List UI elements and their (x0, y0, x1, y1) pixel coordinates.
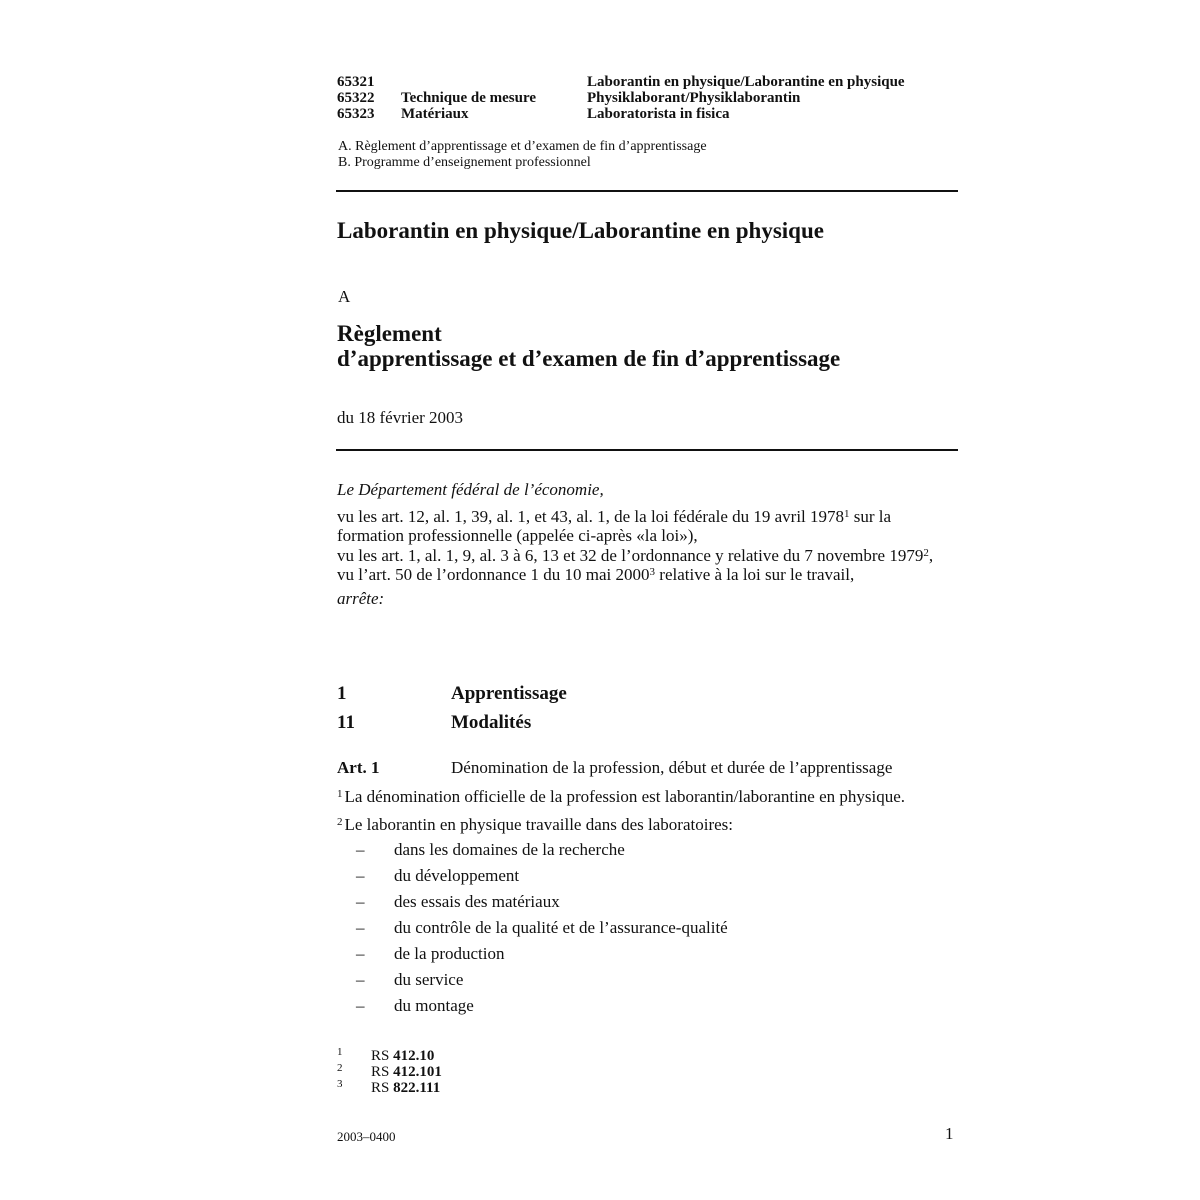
profession-title: Laborantin en physique/Laborantine en physique (587, 74, 905, 90)
dash-bullet: – (356, 866, 365, 885)
footnote-reference: 822.111 (393, 1080, 441, 1096)
dash-bullet: – (356, 918, 365, 937)
preamble (337, 480, 957, 608)
preamble-clause-3: vu l’art. 50 de l’ordonnance 1 du 10 mai 2000$^3$ relative à la loi sur le travail, (337, 565, 855, 584)
profession-title: Physiklaborant/Physiklaborantin (587, 90, 801, 106)
profession-code: 65322 (337, 90, 375, 106)
regulation-title-line-2: d’apprentissage et d’examen de fin d’apprentissage (337, 346, 841, 371)
contents-list (338, 139, 707, 171)
paragraph-2: $^2$ Le laborantin en physique travaille dans des laboratoires: (337, 815, 734, 834)
preamble-clause-2: vu les art. 1, al. 1, 9, al. 3 à 6, 13 et 32 de l’ordonnance y relative du 7 novembre 1979$^2$, (337, 545, 934, 565)
part-letter: A (338, 287, 351, 306)
profession-field: Matériaux (401, 106, 469, 122)
section-number: 11 (337, 712, 355, 733)
document-title: Laborantin en physique/Laborantine en physique (337, 218, 824, 243)
page-number: 1 (945, 1124, 954, 1143)
profession-code: 65321 (337, 74, 375, 90)
footnote-number: 1 (337, 1046, 343, 1058)
footnote-ref: 1 (844, 507, 850, 520)
profession-title: Laboratorista in fisica (587, 106, 730, 122)
profession-field: Technique de mesure (401, 90, 537, 106)
regulation-title-line-1: Règlement (337, 321, 442, 346)
footnote-reference: 412.10 (393, 1048, 435, 1064)
contents-item-b: B. Programme d’enseignement professionnel (338, 155, 591, 170)
paragraph-number: 1 (337, 788, 343, 800)
dash-bullet: – (356, 996, 365, 1015)
dash-bullet: – (356, 970, 365, 989)
footnote-ref: 3 (649, 566, 656, 578)
document-page: 65321 Laborantin en physique/Laborantine en physique 65322 Technique de mesure Physiklaborant/Physiklaborantin 65323 Matériaux Laboratorista in fisica A. Règlement d’apprentissage et d’examen de fin d’apprentissage B. Programme d’enseignement professionnel Laborantin en physique/Laborantine en physique A Règlement d’apprentissage et d’examen de fin d’apprentissage du 18 février 2003 Le Département fédéral de l’économie, vu les art. 12, al. 1, 39, al. 1, et 43, al. 1, de la loi fédérale du 19 avril 1978$^1$ sur la formation professionnelle (appelée ci-après «la loi»), vu les art. 1, al. 1, 9, al. 3 à 6, 13 et 32 de l’ordonnance y relative du 7 novembre 1979$^2$, vu l’art. 50 de l’ordonnance 1 du 10 mai 2000$^3$ relative à la loi sur le travail, arrête: 1 Apprentissage 11 Modalités Art. 1 Dénomination de la profession, début et durée de l’apprentissage $^1$ La dénomination officielle de la profession est laborantin/laborantine en physique. $^2$ Le laborantin en physique travaille dans des laboratoires: – dans les domaines de la recherche – du développement – des essais des matériaux – du contrôle de la qualité et de l’assurance-qualité – de la production – du service – du montage 1 RS 412.10 2 RS 412.101 3 RS 822.111 2003–0400 1 (0, 0, 1200, 1200)
dash-bullet: – (356, 944, 365, 963)
dash-bullet: – (356, 840, 365, 859)
document-id: 2003–0400 (337, 1129, 396, 1144)
section-number: 1 (337, 683, 347, 704)
divider (336, 190, 958, 192)
regulation-date: du 18 février 2003 (337, 408, 464, 427)
section-title: Modalités (451, 712, 532, 733)
section-title: Apprentissage (451, 683, 567, 704)
preamble-clause-1: vu les art. 12, al. 1, 39, al. 1, et 43, al. 1, de la loi fédérale du 19 avril 1978$^1$ sur la formation professionnelle (appelée ci-après «la loi»), (337, 506, 892, 545)
dash-bullet: – (356, 892, 365, 911)
divider (336, 449, 958, 451)
footnote-reference: 412.101 (393, 1064, 442, 1080)
footnote-ref: 2 (923, 546, 929, 559)
contents-item-a: A. Règlement d’apprentissage et d’examen de fin d’apprentissage (338, 139, 707, 154)
regulation-title (337, 321, 840, 371)
paragraph-1: $^1$ La dénomination officielle de la profession est laborantin/laborantine en physique. (337, 787, 906, 806)
decree-word: arrête: (337, 588, 385, 608)
issuing-authority: Le Département fédéral de l’économie, (337, 480, 604, 499)
footnote-number: 3 (337, 1078, 343, 1090)
footnote-number: 2 (337, 1062, 343, 1074)
profession-code: 65323 (337, 106, 375, 122)
paragraph-number: 2 (337, 816, 343, 828)
article-title: Dénomination de la profession, début et durée de l’apprentissage (451, 758, 893, 777)
article-label: Art. 1 (337, 758, 380, 777)
